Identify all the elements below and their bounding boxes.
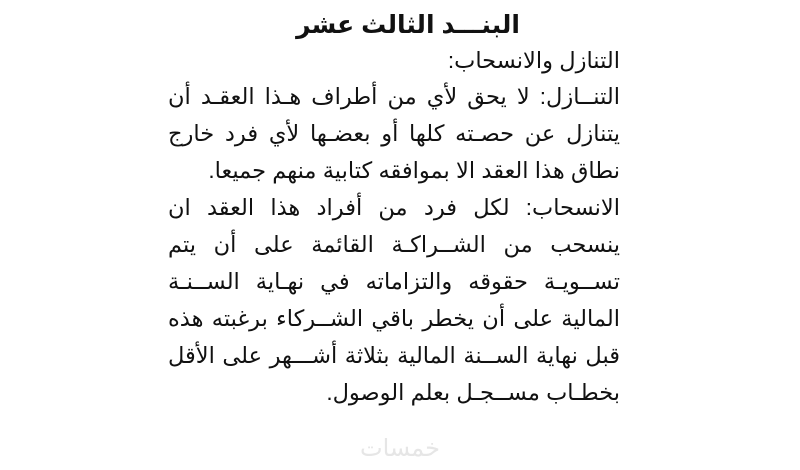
- clause-subheading: التنازل والانسحاب:: [447, 48, 620, 73]
- contract-clause: [168, 8, 620, 411]
- clause-title: البنـــد الثالث عشر: [296, 11, 520, 39]
- withdrawal-paragraph: الانسحاب: لكل فرد من أفراد هذا العقد ان ينسحب من الشــراكـة القائمة على أن يتم تســويـة حقوقه والتزاماته في نهـاية الســنـة المالية على أن يخطر باقي الشــركاء برغبته هذه قبل نهاية الســنة المالية بثلاثة أشـــهر على الأقل بخطـاب مســجـل بعلم الوصول.: [168, 195, 620, 405]
- waiver-paragraph: التنــازل: لا يحق لأي من أطراف هـذا العقـد أن يتنازل عن حصـته كلها أو بعضـها لأي فرد خارج نطاق هذا العقد الا بموافقه كتابية منهم جميعا.: [168, 84, 620, 183]
- watermark-logo: خمسات: [359, 435, 441, 462]
